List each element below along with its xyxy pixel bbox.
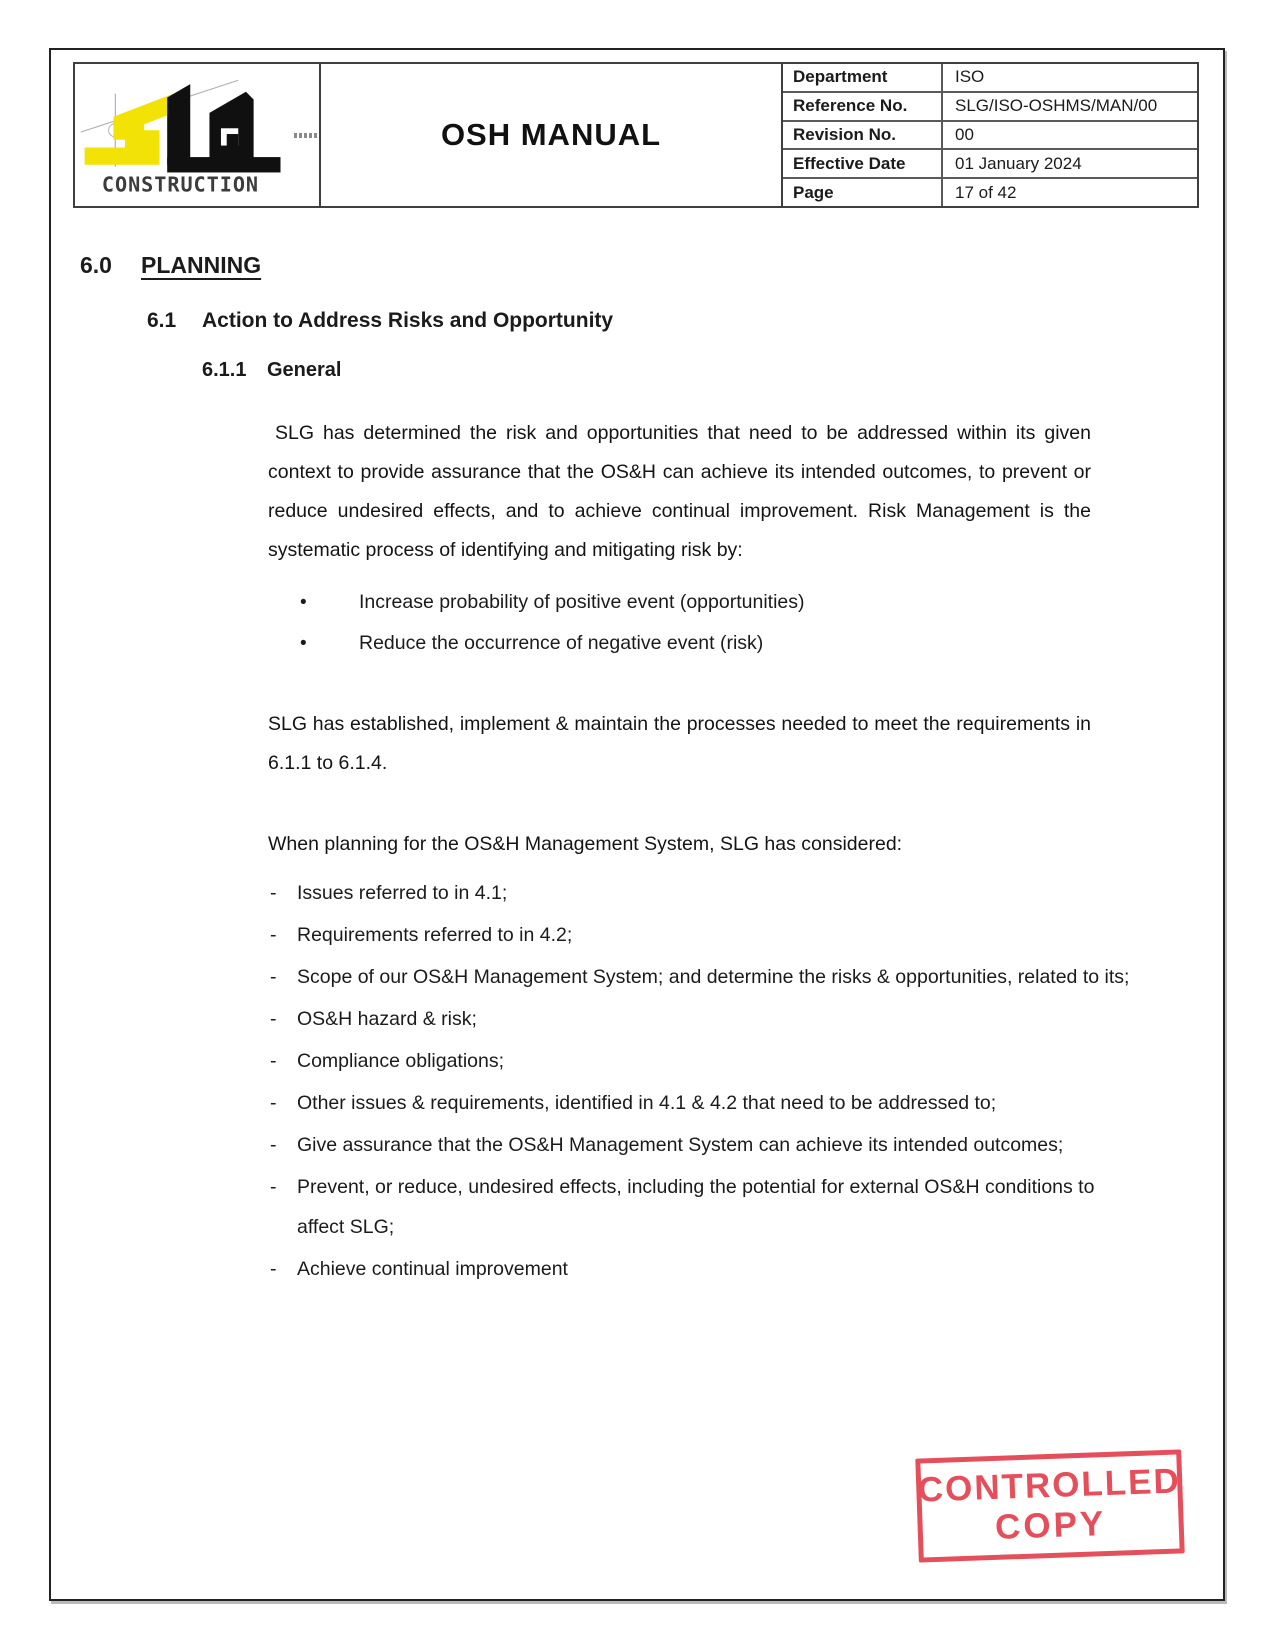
list-item-text: Scope of our OS&H Management System; and determine the risks & opportunities, related to its;: [297, 966, 1130, 988]
info-label: Reference No.: [783, 93, 943, 120]
dash-icon: -: [270, 1176, 277, 1198]
list-item-text: Prevent, or reduce, undesired effects, including the potential for external OS&H conditions to affect SLG;: [297, 1176, 1095, 1238]
list-item: [270, 957, 1130, 997]
info-value: 17 of 42: [955, 182, 1017, 202]
section-number: 6.1.1: [202, 359, 247, 381]
section-number: 6.1: [147, 309, 177, 332]
info-label: Department: [783, 64, 943, 91]
dash-icon: -: [270, 966, 277, 988]
dash-list: [51, 873, 1223, 1289]
list-item-text: OS&H hazard & risk;: [297, 1008, 477, 1030]
dash-icon: -: [270, 1134, 277, 1156]
document-body: [51, 50, 1223, 1291]
list-item: [270, 873, 1130, 913]
list-item-text: Achieve continual improvement: [297, 1258, 568, 1280]
section-number: 6.0: [80, 252, 112, 278]
stamp-text-line1: CONTROLLED: [917, 1461, 1182, 1510]
section-heading-6-1-1: [202, 359, 1223, 382]
section-title: PLANNING: [141, 252, 262, 278]
info-value: 00: [955, 124, 974, 144]
section-heading-6-0: [80, 252, 1223, 279]
document-title: OSH MANUAL: [440, 117, 662, 152]
info-value: SLG/ISO-OSHMS/MAN/00: [955, 96, 1158, 116]
info-value: ISO: [955, 67, 985, 87]
list-item: [300, 623, 1223, 664]
dash-icon: -: [270, 924, 277, 946]
list-item-text: Issues referred to in 4.1;: [297, 882, 508, 904]
info-value: 01 January 2024: [955, 153, 1082, 173]
list-item-text: Requirements referred to in 4.2;: [297, 924, 573, 946]
paragraph-processes: SLG has established, implement & maintain the processes needed to meet the requirements in 6.1.1 to 6.1.4.: [268, 713, 1091, 774]
info-label: Effective Date: [783, 150, 943, 177]
list-item: [270, 1167, 1130, 1247]
list-item-text: Reduce the occurrence of negative event (risk): [359, 632, 764, 654]
list-item: [270, 1083, 1130, 1123]
section-title: Action to Address Risks and Opportunity: [202, 309, 614, 332]
bullet-list: [51, 582, 1223, 664]
list-item: [300, 582, 1223, 623]
dash-icon: -: [270, 882, 277, 904]
list-item: [270, 915, 1130, 955]
list-item-text: Give assurance that the OS&H Management System can achieve its intended outcomes;: [297, 1134, 1064, 1156]
list-item-text: Other issues & requirements, identified in 4.1 & 4.2 that need to be addressed to;: [297, 1092, 997, 1114]
dash-icon: -: [270, 1050, 277, 1072]
bullet-icon: •: [300, 592, 307, 613]
dash-icon: -: [270, 1008, 277, 1030]
logo-wordmark: CONSTRUCTION: [101, 172, 260, 197]
list-item: [270, 999, 1130, 1039]
section-title: General: [267, 359, 342, 381]
info-label: Page: [783, 179, 943, 206]
page-border: [49, 48, 1225, 1601]
list-item-text: Increase probability of positive event (opportunities): [359, 591, 805, 613]
stamp-text-line2: COPY: [994, 1504, 1107, 1547]
list-item: [270, 1125, 1130, 1165]
paragraph-risk-determination: SLG has determined the risk and opportunities that need to be addressed within its given context to provide assurance that the OS&H can achieve its intended outcomes, to prevent or reduce undesired effects, and to achieve continual improvement. Risk Management is the systematic process of identifying and mitigating risk by:: [268, 422, 1091, 561]
paragraph-planning-intro: When planning for the OS&H Management System, SLG has considered:: [268, 833, 903, 855]
bullet-icon: •: [300, 633, 307, 654]
dash-icon: -: [270, 1092, 277, 1114]
list-item: [270, 1249, 1130, 1289]
dash-icon: -: [270, 1258, 277, 1280]
list-item: [270, 1041, 1130, 1081]
info-label: Revision No.: [783, 122, 943, 149]
controlled-copy-stamp: [915, 1449, 1184, 1562]
section-heading-6-1: [147, 309, 1223, 333]
list-item-text: Compliance obligations;: [297, 1050, 505, 1072]
